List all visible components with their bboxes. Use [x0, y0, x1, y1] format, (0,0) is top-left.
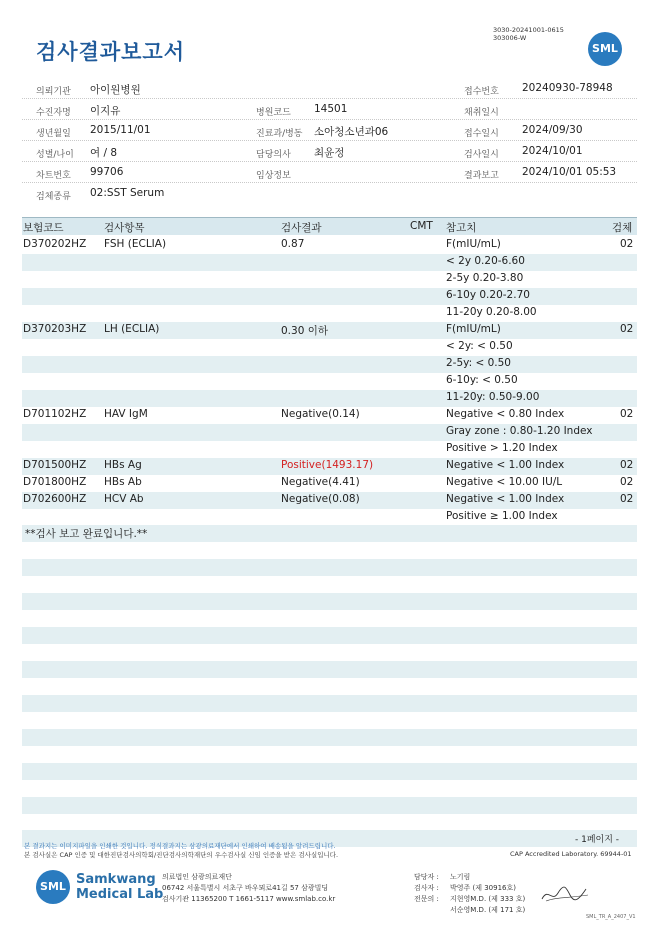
label-specimen-type: 검체종류 [36, 192, 71, 202]
form-code: SML_TR_A_2407_V1 [586, 914, 636, 920]
cell-code: D701102HZ [23, 408, 87, 420]
table-row [22, 305, 637, 322]
cell-ref: Gray zone : 0.80-1.20 Index [446, 425, 593, 437]
table-row [22, 492, 637, 509]
staff-label-specialist: 전문의 : [414, 895, 439, 903]
info-row [22, 183, 637, 203]
org-address: 06742 서울특별시 서초구 바우뫼로41길 57 삼광빌딩 [162, 884, 329, 892]
empty-row [22, 627, 637, 644]
table-row [22, 424, 637, 441]
cell-code: D701500HZ [23, 459, 87, 471]
cell-item: HAV IgM [104, 408, 148, 420]
cell-ref: < 2y: < 0.50 [446, 340, 513, 352]
staff-specialist-1: 지현영M.D. (제 333 호) [450, 895, 526, 903]
header-result: 검사결과 [281, 222, 322, 234]
label-clinical-info: 임상정보 [256, 171, 291, 181]
label-chart-number: 차트번호 [36, 171, 71, 181]
info-row [22, 162, 637, 183]
value-department: 소아청소년과06 [314, 126, 389, 138]
cell-ref: Negative < 10.00 IU/L [446, 476, 563, 488]
staff-tester: 박영주 (제 30916호) [450, 884, 516, 892]
document-code-line1: 3030-20241001-0615 [493, 26, 564, 34]
report-complete-note: **검사 보고 완료입니다.** [25, 528, 148, 540]
org-name: 의료법인 삼광의료재단 [162, 873, 232, 881]
cell-ref: Positive > 1.20 Index [446, 442, 558, 454]
cell-code: D370203HZ [23, 323, 87, 335]
value-sex-age: 여 / 8 [90, 147, 118, 159]
cell-item: HBs Ab [104, 476, 142, 488]
cell-code: D370202HZ [23, 238, 87, 250]
signature [540, 883, 590, 905]
cap-accreditation: CAP Accredited Laboratory. 69944-01 [510, 850, 632, 858]
sml-logo: SML [588, 32, 622, 66]
staff-manager: 노기림 [450, 873, 471, 881]
value-birth-date: 2015/11/01 [90, 124, 151, 136]
value-physician: 최윤정 [314, 147, 345, 159]
info-row [22, 78, 637, 99]
page-number: - 1페이지 - [575, 835, 620, 845]
cell-result: Positive(1493.17) [281, 459, 374, 471]
brand-line2: Medical Lab [76, 887, 164, 902]
document-code [493, 26, 564, 42]
cell-ref: Negative < 0.80 Index [446, 408, 565, 420]
value-accession-number: 20240930-78948 [522, 82, 613, 94]
results-table-header [22, 217, 637, 235]
cell-ref: 6-10y: < 0.50 [446, 374, 518, 386]
info-row [22, 141, 637, 162]
org-contact: 검사기관 11365200 T 1661-5117 www.smlab.co.kr [162, 895, 336, 903]
label-physician: 담당의사 [256, 150, 291, 160]
empty-row [22, 559, 637, 576]
staff-label-manager: 담당자 : [414, 873, 439, 881]
table-row [22, 237, 637, 254]
table-row [22, 509, 637, 526]
header-reference: 참고치 [446, 222, 477, 234]
sml-footer-logo: SML [36, 870, 70, 904]
table-row [22, 271, 637, 288]
header-specimen: 검체 [612, 222, 633, 234]
label-accession-number: 접수번호 [464, 87, 499, 97]
table-row [22, 373, 637, 390]
table-row [22, 475, 637, 492]
label-test-date: 검사일시 [464, 150, 499, 160]
label-sex-age: 성별/나이 [36, 150, 74, 160]
table-row [22, 322, 637, 339]
value-requesting-institution: 아이원병원 [90, 84, 141, 96]
label-collection-date: 채취일시 [464, 108, 499, 118]
cell-ref: Negative < 1.00 Index [446, 493, 565, 505]
info-row [22, 120, 637, 141]
cell-item: HBs Ag [104, 459, 142, 471]
brand-line1: Samkwang [76, 872, 156, 887]
value-patient-name: 이지유 [90, 105, 121, 117]
value-test-date: 2024/10/01 [522, 145, 583, 157]
empty-row [22, 695, 637, 712]
cell-spec: 02 [620, 323, 634, 335]
empty-row [22, 729, 637, 746]
label-patient-name: 수진자명 [36, 108, 71, 118]
label-department: 진료과/병동 [256, 129, 303, 139]
cell-ref: 11-20y 0.20-8.00 [446, 306, 537, 318]
cell-ref: F(mIU/mL) [446, 238, 501, 250]
cell-ref: 6-10y 0.20-2.70 [446, 289, 530, 301]
value-specimen-type: 02:SST Serum [90, 187, 165, 199]
label-hospital-code: 병원코드 [256, 108, 291, 118]
label-birth-date: 생년월일 [36, 129, 71, 139]
label-requesting-institution: 의뢰기관 [36, 87, 71, 97]
document-code-line2: 303006-W [493, 34, 527, 42]
cell-spec: 02 [620, 493, 634, 505]
cell-spec: 02 [620, 459, 634, 471]
cell-result: 0.30 이하 [281, 325, 329, 337]
report-title: 검사결과보고서 [36, 40, 186, 64]
cell-result: Negative(0.08) [281, 493, 360, 505]
table-row [22, 339, 637, 356]
cell-ref: Negative < 1.00 Index [446, 459, 565, 471]
cell-ref: 2-5y: < 0.50 [446, 357, 511, 369]
header-cmt: CMT [410, 220, 433, 232]
cell-result: Negative(0.14) [281, 408, 360, 420]
end-note-row [22, 525, 637, 542]
table-row [22, 390, 637, 407]
table-row [22, 254, 637, 271]
cell-result: Negative(4.41) [281, 476, 360, 488]
brand-name [76, 872, 163, 902]
value-chart-number: 99706 [90, 166, 124, 178]
info-row [22, 99, 637, 120]
footer-note-accreditation: 본 검사실은 CAP 인증 및 대한진단검사의학회/진단검사의학재단의 우수검사실 신임 인증을 받은 검사실입니다. [24, 851, 339, 859]
staff-specialist-2: 서순영M.D. (제 171 호) [450, 906, 526, 914]
footer-note-image: 본 결과지는 이미지파일을 인쇄한 것입니다. 정식결과지는 삼광의료재단에서 인쇄하여 배송됨을 알려드립니다. [24, 842, 336, 850]
value-hospital-code: 14501 [314, 103, 348, 115]
cell-item: HCV Ab [104, 493, 144, 505]
cell-spec: 02 [620, 408, 634, 420]
cell-ref: 2-5y 0.20-3.80 [446, 272, 524, 284]
header-insurance-code: 보험코드 [23, 222, 64, 234]
cell-code: D702600HZ [23, 493, 87, 505]
empty-row [22, 763, 637, 780]
empty-row [22, 797, 637, 814]
table-row [22, 458, 637, 475]
cell-code: D701800HZ [23, 476, 87, 488]
cell-spec: 02 [620, 238, 634, 250]
cell-spec: 02 [620, 476, 634, 488]
cell-ref: 11-20y: 0.50-9.00 [446, 391, 540, 403]
table-row [22, 441, 637, 458]
cell-item: FSH (ECLIA) [104, 238, 167, 250]
table-row [22, 288, 637, 305]
empty-row [22, 661, 637, 678]
cell-ref: F(mIU/mL) [446, 323, 501, 335]
empty-row [22, 593, 637, 610]
value-report-date: 2024/10/01 05:53 [522, 166, 617, 178]
table-row [22, 407, 637, 424]
label-report-date: 결과보고 [464, 171, 499, 181]
cell-result: 0.87 [281, 238, 305, 250]
table-row [22, 356, 637, 373]
value-received-date: 2024/09/30 [522, 124, 583, 136]
label-received-date: 접수일시 [464, 129, 499, 139]
header-test-item: 검사항목 [104, 222, 145, 234]
cell-item: LH (ECLIA) [104, 323, 160, 335]
staff-label-tester: 검사자 : [414, 884, 439, 892]
cell-ref: < 2y 0.20-6.60 [446, 255, 525, 267]
cell-ref: Positive ≥ 1.00 Index [446, 510, 558, 522]
